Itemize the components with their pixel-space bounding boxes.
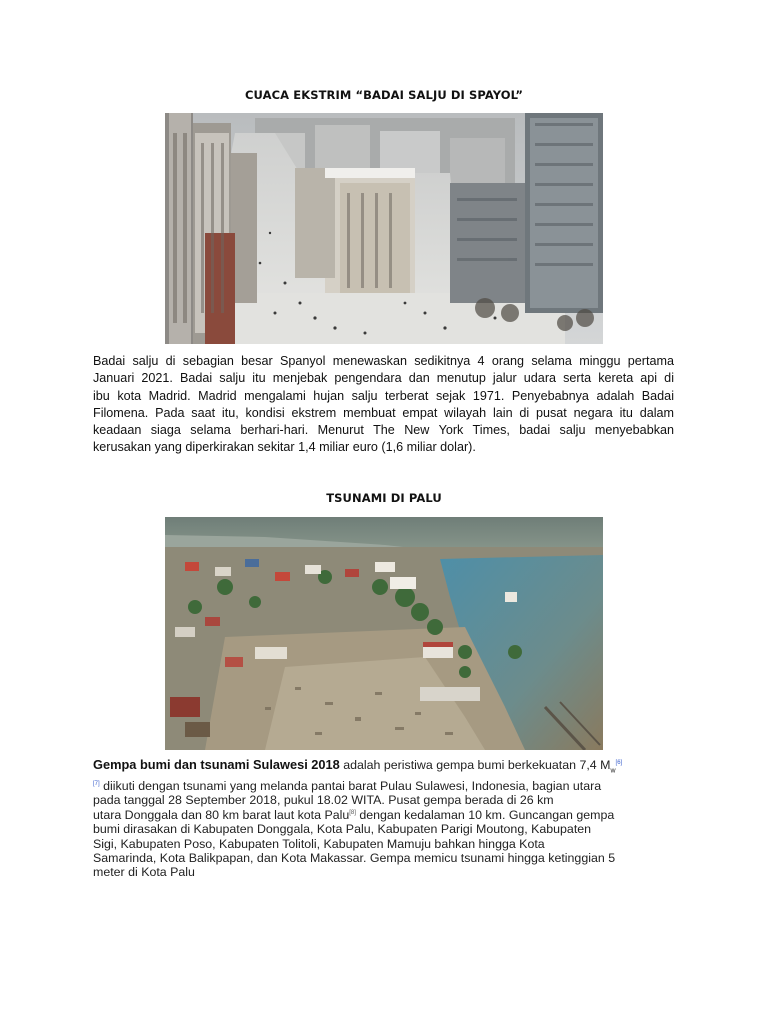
tsunami-line-7: Samarinda, Kota Balikpapan, dan Kota Makassar. Gempa memicu tsunami hingga ketinggian 5 xyxy=(93,850,616,865)
tsunami-bold-lead: Gempa bumi dan tsunami Sulawesi 2018 xyxy=(93,757,340,772)
reference-link-7[interactable]: [7] xyxy=(93,780,100,787)
tsunami-line-8: meter di Kota Palu xyxy=(93,865,195,880)
tsunami-line-6: Sigi, Kabupaten Poso, Kabupaten Tolitoli, Kabupaten Mamuju bahkan hingga Kota xyxy=(93,836,545,851)
tsunami-line-2 xyxy=(93,779,683,793)
snowstorm-line-6: kerusakan yang diperkirakan sekitar 1,4 miliar euro (1,6 miliar dolar). xyxy=(93,440,476,455)
tsunami-line-4b: dengan kedalaman 10 km. Guncangan gempa xyxy=(355,807,615,822)
snowstorm-line-2: Januari 2021. Badai salju itu menjebak pengendara dan menutup jalur udara serta kereta api di xyxy=(93,371,674,386)
magnitude-subscript: w xyxy=(610,767,616,775)
tsunami-line-4 xyxy=(93,808,683,822)
tsunami-line-2-text: diikuti dengan tsunami yang melanda pantai barat Pulau Sulawesi, Indonesia, bagian utara xyxy=(99,778,602,793)
snowstorm-line-3: ibu kota Madrid. Madrid mengalami hujan salju terberat sejak 1971. Penyebabnya adalah Badai xyxy=(93,388,674,403)
tsunami-line-1 xyxy=(93,758,683,779)
tsunami-paragraph xyxy=(93,758,683,880)
snowstorm-paragraph xyxy=(93,353,674,457)
tsunami-line-5: bumi dirasakan di Kabupaten Donggala, Kota Palu, Kabupaten Parigi Moutong, Kabupaten xyxy=(93,822,592,837)
snowstorm-line-1: Badai salju di sebagian besar Spanyol menewaskan sedikitnya 4 orang selama minggu pertama xyxy=(93,354,674,368)
reference-link-8[interactable]: [8] xyxy=(349,809,356,816)
section-title-snowstorm: CUACA EKSTRIM “BADAI SALJU DI SPAYOL” xyxy=(244,88,524,102)
madrid-snow-photo xyxy=(165,113,603,344)
tsunami-line-1-text: adalah peristiwa gempa bumi berkekuatan 7,4 M xyxy=(339,758,611,772)
palu-tsunami-photo xyxy=(165,517,603,750)
section-title-tsunami: TSUNAMI DI PALU xyxy=(326,491,442,505)
snowstorm-line-4: Filomena. Pada saat itu, kondisi ekstrem membuat empat wilayah lain di pusat negara itu dalam xyxy=(93,405,674,420)
tsunami-line-3: pada tanggal 28 September 2018, pukul 18.02 WITA. Pusat gempa berada di 26 km xyxy=(93,793,554,808)
reference-link-6[interactable]: [6] xyxy=(615,760,623,766)
snowstorm-line-5: keadaan siaga selama berhari-hari. Menurut The New York Times, badai salju menyebabkan xyxy=(93,423,674,438)
tsunami-line-4a: utara Donggala dan 80 km barat laut kota Palu xyxy=(93,807,350,822)
